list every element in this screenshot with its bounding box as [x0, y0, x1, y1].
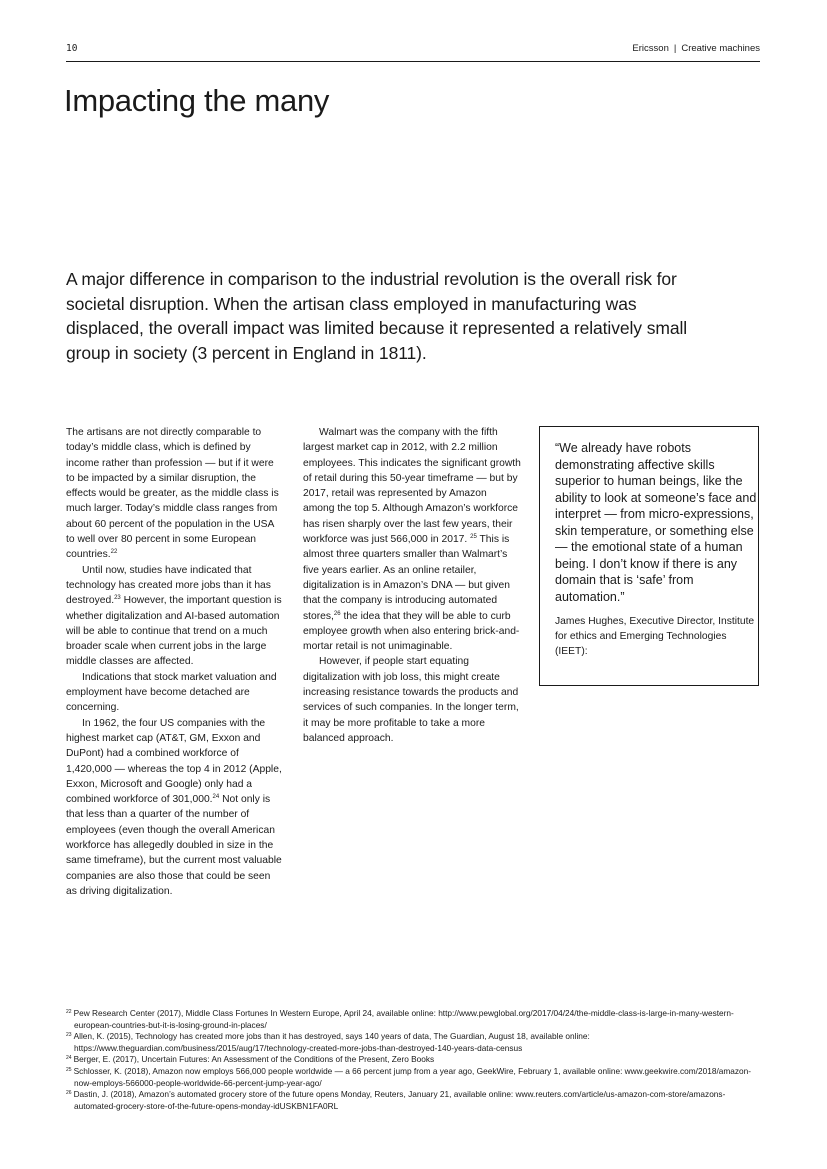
footnote-text: Berger, E. (2017), Uncertain Futures: An Assessment of the Conditions of the Present, Zero Books [73, 1054, 435, 1065]
footnote-text: Dastin, J. (2018), Amazon’s automated grocery store of the future opens Monday, Reuters, January 21, available online: www.reuters.com/article/us-amazon-com-store/amazons-automated-grocery-store-of-the-future-opens-monday-idUSKBN1FA0RL [73, 1089, 726, 1111]
body-paragraph [66, 716, 284, 900]
body-text: However, the important question is whether digitalization and AI-based automation will be able to continue that trend on a much broader scale when current jobs in the large middle classes are affected. [66, 595, 282, 668]
header-separator: | [673, 43, 677, 54]
body-text: The artisans are not directly comparable to today’s middle class, which is defined by income rather than profession — but if it were to be impacted by a similar disruption, the effects would be greater, as the middle class is much larger. Today’s middle class ranges from about 60 percent of the population in the USA to well over 80 percent in some European countries. [66, 427, 279, 561]
body-paragraph [66, 563, 284, 670]
footnote-text: Pew Research Center (2017), Middle Class Fortunes In Western Europe, April 24, available online: http://www.pewglobal.org/2017/04/24/the-middle-class-is-large-in-many-western-european-countries-but-it-is-losing-ground-in-places/ [73, 1008, 734, 1030]
lead-paragraph: A major difference in comparison to the industrial revolution is the overall risk for societal disruption. When the artisan class employed in manufacturing was displaced, the overall impact was limited because it represented a relatively small group in society (3 percent in England in 1811). [66, 269, 688, 363]
footnote [66, 1031, 766, 1054]
body-text: Walmart was the company with the fifth largest market cap in 2012, with 2.2 million employees. This indicates the significant growth of retail during this 50-year timeframe — but by 2017, retail was represented by Amazon among the top 5. Although Amazon’s workforce has risen sharply over the last few years, their workforce was just 566,000 in 2017. [303, 427, 521, 546]
body-paragraph: Indications that stock market valuation and employment have become detached are concerning. [66, 671, 277, 714]
body-paragraph [303, 425, 521, 654]
header-rule [66, 61, 760, 62]
body-text: the idea that they will be able to curb employee growth when also entering brick-and-mortar retail is not unimaginable. [303, 610, 520, 653]
footnotes [66, 1008, 766, 1112]
section-name: Creative machines [681, 43, 760, 54]
footnote-number: 25 [66, 1066, 72, 1073]
footnote-ref[interactable]: 23 [114, 595, 121, 602]
footnote-number: 22 [66, 1009, 72, 1015]
footnote-number: 24 [66, 1055, 72, 1062]
page-number: 10 [66, 43, 78, 54]
footnote-ref[interactable]: 24 [212, 794, 220, 801]
footnote-number: 23 [66, 1032, 72, 1039]
body-column-1 [66, 425, 284, 899]
body-text: This is almost three quarters smaller than Walmart’s five years earlier. As an online retailer, digitalization is in Amazon’s DNA — but given that the company is introducing automated stores, [303, 534, 510, 622]
footnote [66, 1008, 766, 1031]
footnote-number: 26 [66, 1090, 72, 1097]
body-text: Until now, studies have indicated that technology has created more jobs than it has destroyed. [66, 564, 271, 607]
footnote-text: Schlosser, K. (2018), Amazon now employs 566,000 people worldwide — a 66 percent jump from a year ago, GeekWire, February 1, available online: www.geekwire.com/2018/amazon-now-employs-566000-people-worldwide-66-percent-jump-year-ago/ [73, 1065, 752, 1088]
footnote-text: Allen, K. (2015), Technology has created more jobs than it has destroyed, says 140 years of data, The Guardian, August 18, available online: https://www.theguardian.com/business/2015/aug/17/technology-created-more-jobs-than-destroyed-140-years-data-census [73, 1031, 590, 1053]
publisher-name: Ericsson [632, 43, 669, 54]
pullquote-box [539, 426, 759, 686]
pullquote-attribution: James Hughes, Executive Director, Institute for ethics and Emerging Technologies (IEET): [555, 616, 755, 657]
footnote-ref[interactable]: 26 [333, 610, 341, 617]
running-head [632, 43, 760, 54]
footnote [66, 1089, 766, 1112]
body-text: Not only is that less than a quarter of the number of employees (even though the overall American workforce has allegedly doubled in size in the same timeframe), but the current most valuable companies are also those that could be seen as driving digitalization. [66, 794, 282, 897]
footnote [66, 1066, 766, 1089]
footnote-ref[interactable]: 22 [110, 549, 118, 556]
body-text: In 1962, the four US companies with the highest market cap (AT&T, GM, Exxon and DuPont) had a combined workforce of 1,420,000 — whereas the top 4 in 2012 (Apple, Exxon, Microsoft and Google) only had a combined workforce of 301,000. [66, 717, 282, 806]
body-paragraph: However, if people start equating digitalization with job loss, this might create increasing resistance towards the products and services of such companies. In the longer term, it may be more profitable to take a more balanced approach. [303, 656, 519, 744]
body-paragraph [66, 425, 284, 563]
page-title: Impacting the many [64, 83, 330, 118]
footnote [66, 1054, 766, 1066]
pullquote-text: “We already have robots demonstrating affective skills superior to human beings, like the ability to look at someone’s face and interpret — from micro-expressions, skin temperature, or something else — the emotional state of a human being. I don’t know if there is any domain that is ‘safe’ from automation.” [555, 441, 757, 604]
body-column-2 [303, 425, 521, 746]
footnote-ref[interactable]: 25 [470, 534, 477, 541]
